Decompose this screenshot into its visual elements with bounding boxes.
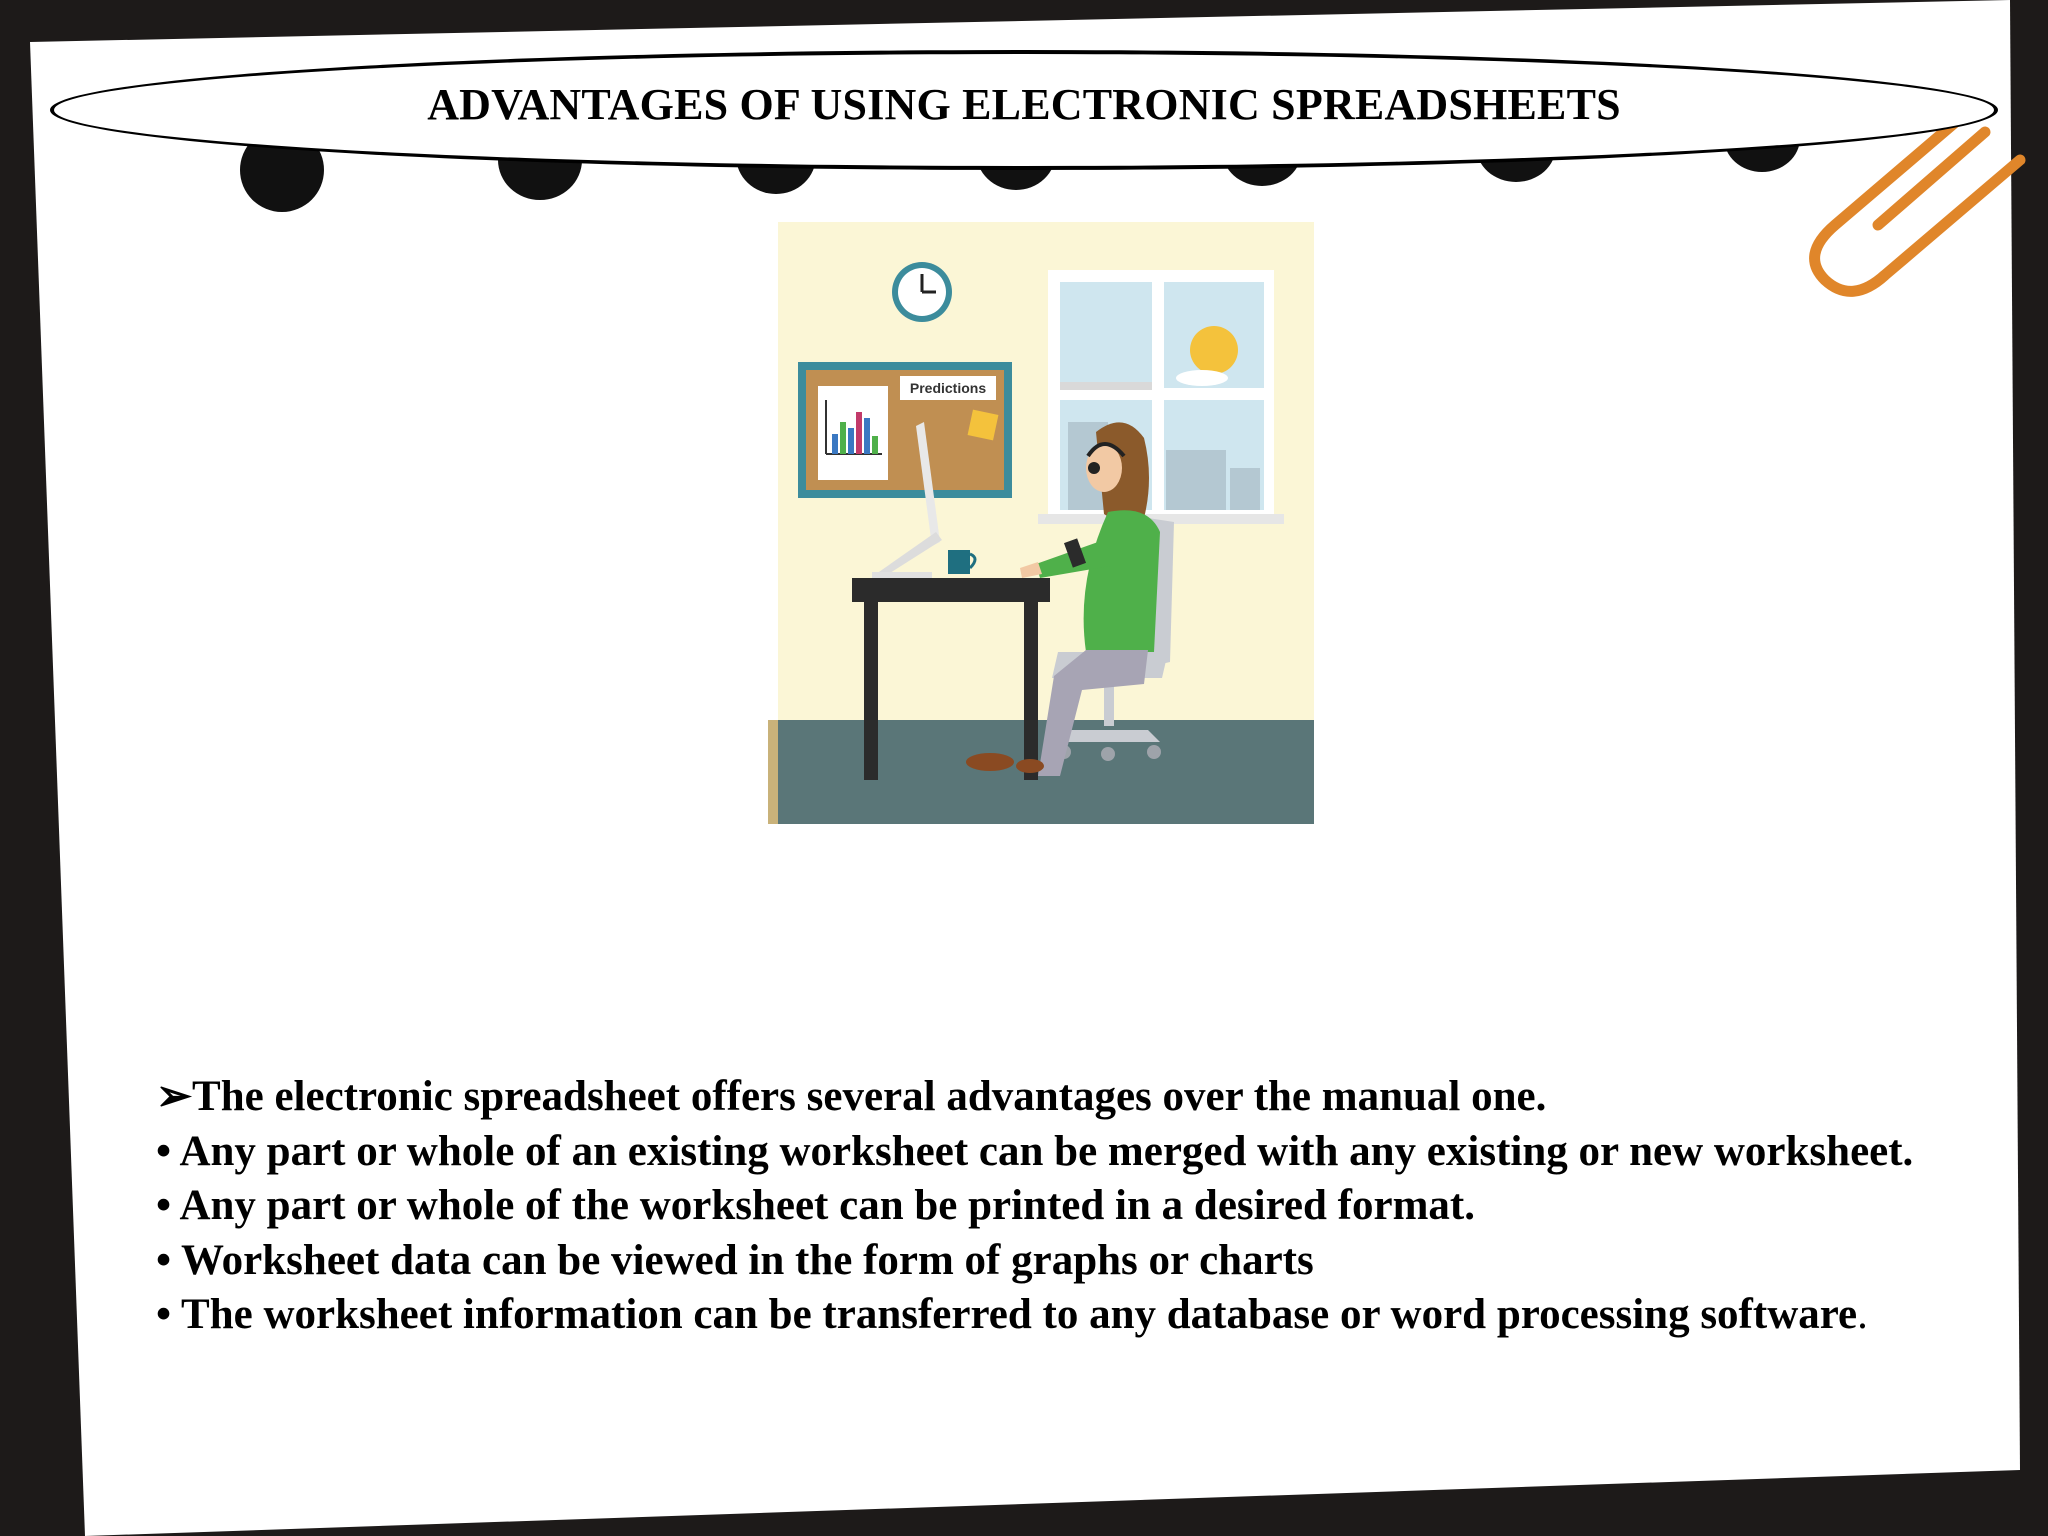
slide-title: ADVANTAGES OF USING ELECTRONIC SPREADSHEETS xyxy=(427,79,1621,129)
arrow-bullet-icon: ➢ xyxy=(156,1073,193,1120)
clock-icon xyxy=(892,262,952,322)
list-item-text: Worksheet data can be viewed in the form of graphs or charts xyxy=(181,1236,1314,1284)
advantages-list xyxy=(156,1070,2036,1343)
window xyxy=(1038,270,1284,524)
corkboard xyxy=(798,362,1012,498)
list-item-text: The worksheet information can be transferred to any database or word processing software xyxy=(181,1291,1858,1338)
list-item-text: The electronic spreadsheet offers several advantages over the manual one. xyxy=(192,1073,1547,1120)
bullet-icon: • xyxy=(156,1182,172,1229)
sun-icon xyxy=(1190,326,1238,374)
list-item xyxy=(156,1070,2036,1125)
list-item-text: Any part or whole of an existing worksheet can be merged with any existing or new worksheet. xyxy=(179,1127,1914,1175)
list-item xyxy=(156,1179,2036,1234)
bullet-icon: • xyxy=(156,1127,172,1175)
title-banner xyxy=(50,50,1998,170)
list-item-text: Any part or whole of the worksheet can be printed in a desired format. xyxy=(179,1182,1475,1229)
office-illustration xyxy=(768,222,1314,824)
list-item xyxy=(156,1288,2036,1343)
sticky-note xyxy=(968,410,999,441)
bullet-icon: • xyxy=(156,1236,172,1284)
list-item xyxy=(156,1234,2036,1289)
bullet-icon: • xyxy=(156,1291,172,1338)
list-item-tail: . xyxy=(1857,1291,1868,1338)
floor-edge xyxy=(768,720,778,824)
list-item xyxy=(156,1125,2036,1180)
board-label: Predictions xyxy=(909,380,987,396)
